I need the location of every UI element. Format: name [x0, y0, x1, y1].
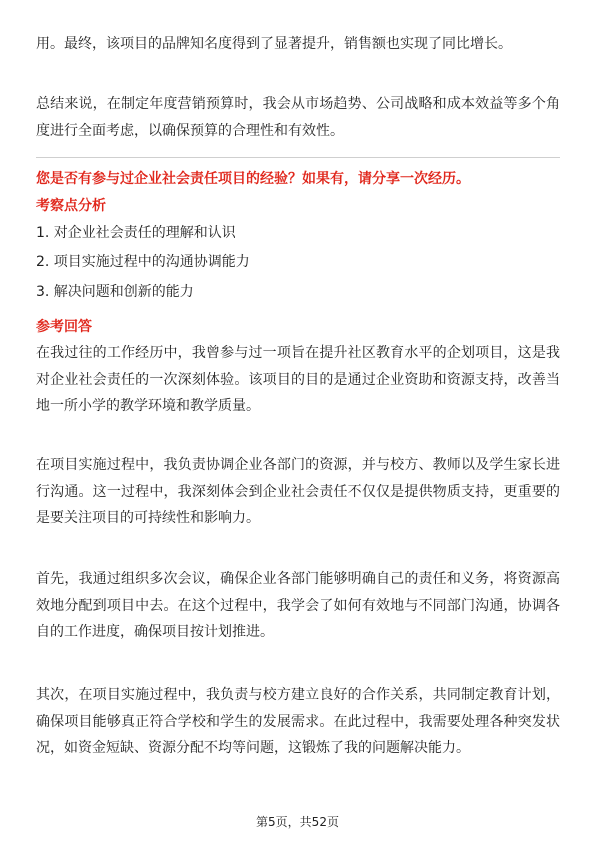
document-page [36, 0, 560, 842]
answer-paragraph: 在我过往的工作经历中，我曾参与过一项旨在提升社区教育水平的企划项目，这是我对企业社会责任的一次深刻体验。该项目的目的是通过企业资助和资源支持，改善当地一所小学的教学环境和教学质量。 [36, 345, 560, 414]
answer-paragraph: 其次，在项目实施过程中，我负责与校方建立良好的合作关系，共同制定教育计划，确保项目能够真正符合学校和学生的发展需求。在此过程中，我需要处理各种突发状况，如资金短缺、资源分配不均等问题，这锻炼了我的问题解决能力。 [36, 687, 560, 756]
answer-paragraph: 在项目实施过程中，我负责协调企业各部门的资源，并与校方、教师以及学生家长进行沟通。这一过程中，我深刻体会到企业社会责任不仅仅是提供物质支持，更重要的是要关注项目的可持续性和影响力。 [36, 457, 560, 526]
answer-title: 参考回答 [36, 319, 92, 335]
question-heading: 您是否有参与过企业社会责任项目的经验？如果有，请分享一次经历。 [36, 171, 470, 187]
section-divider [36, 157, 560, 158]
analysis-item: 3. 解决问题和创新的能力 [36, 284, 194, 300]
analysis-title: 考察点分析 [36, 198, 106, 214]
analysis-item: 1. 对企业社会责任的理解和认识 [36, 225, 236, 241]
page-number: 第5页，共52页 [256, 815, 339, 829]
answer-paragraph: 首先，我通过组织多次会议，确保企业各部门能够明确自己的责任和义务，将资源高效地分配到项目中去。在这个过程中，我学会了如何有效地与不同部门沟通，协调各自的工作进度，确保项目按计划推进。 [36, 571, 560, 640]
body-paragraph: 用。最终，该项目的品牌知名度得到了显著提升，销售额也实现了同比增长。 [36, 36, 512, 52]
analysis-item: 2. 项目实施过程中的沟通协调能力 [36, 254, 250, 270]
summary-paragraph: 总结来说，在制定年度营销预算时，我会从市场趋势、公司战略和成本效益等多个角度进行全面考虑，以确保预算的合理性和有效性。 [36, 96, 560, 139]
